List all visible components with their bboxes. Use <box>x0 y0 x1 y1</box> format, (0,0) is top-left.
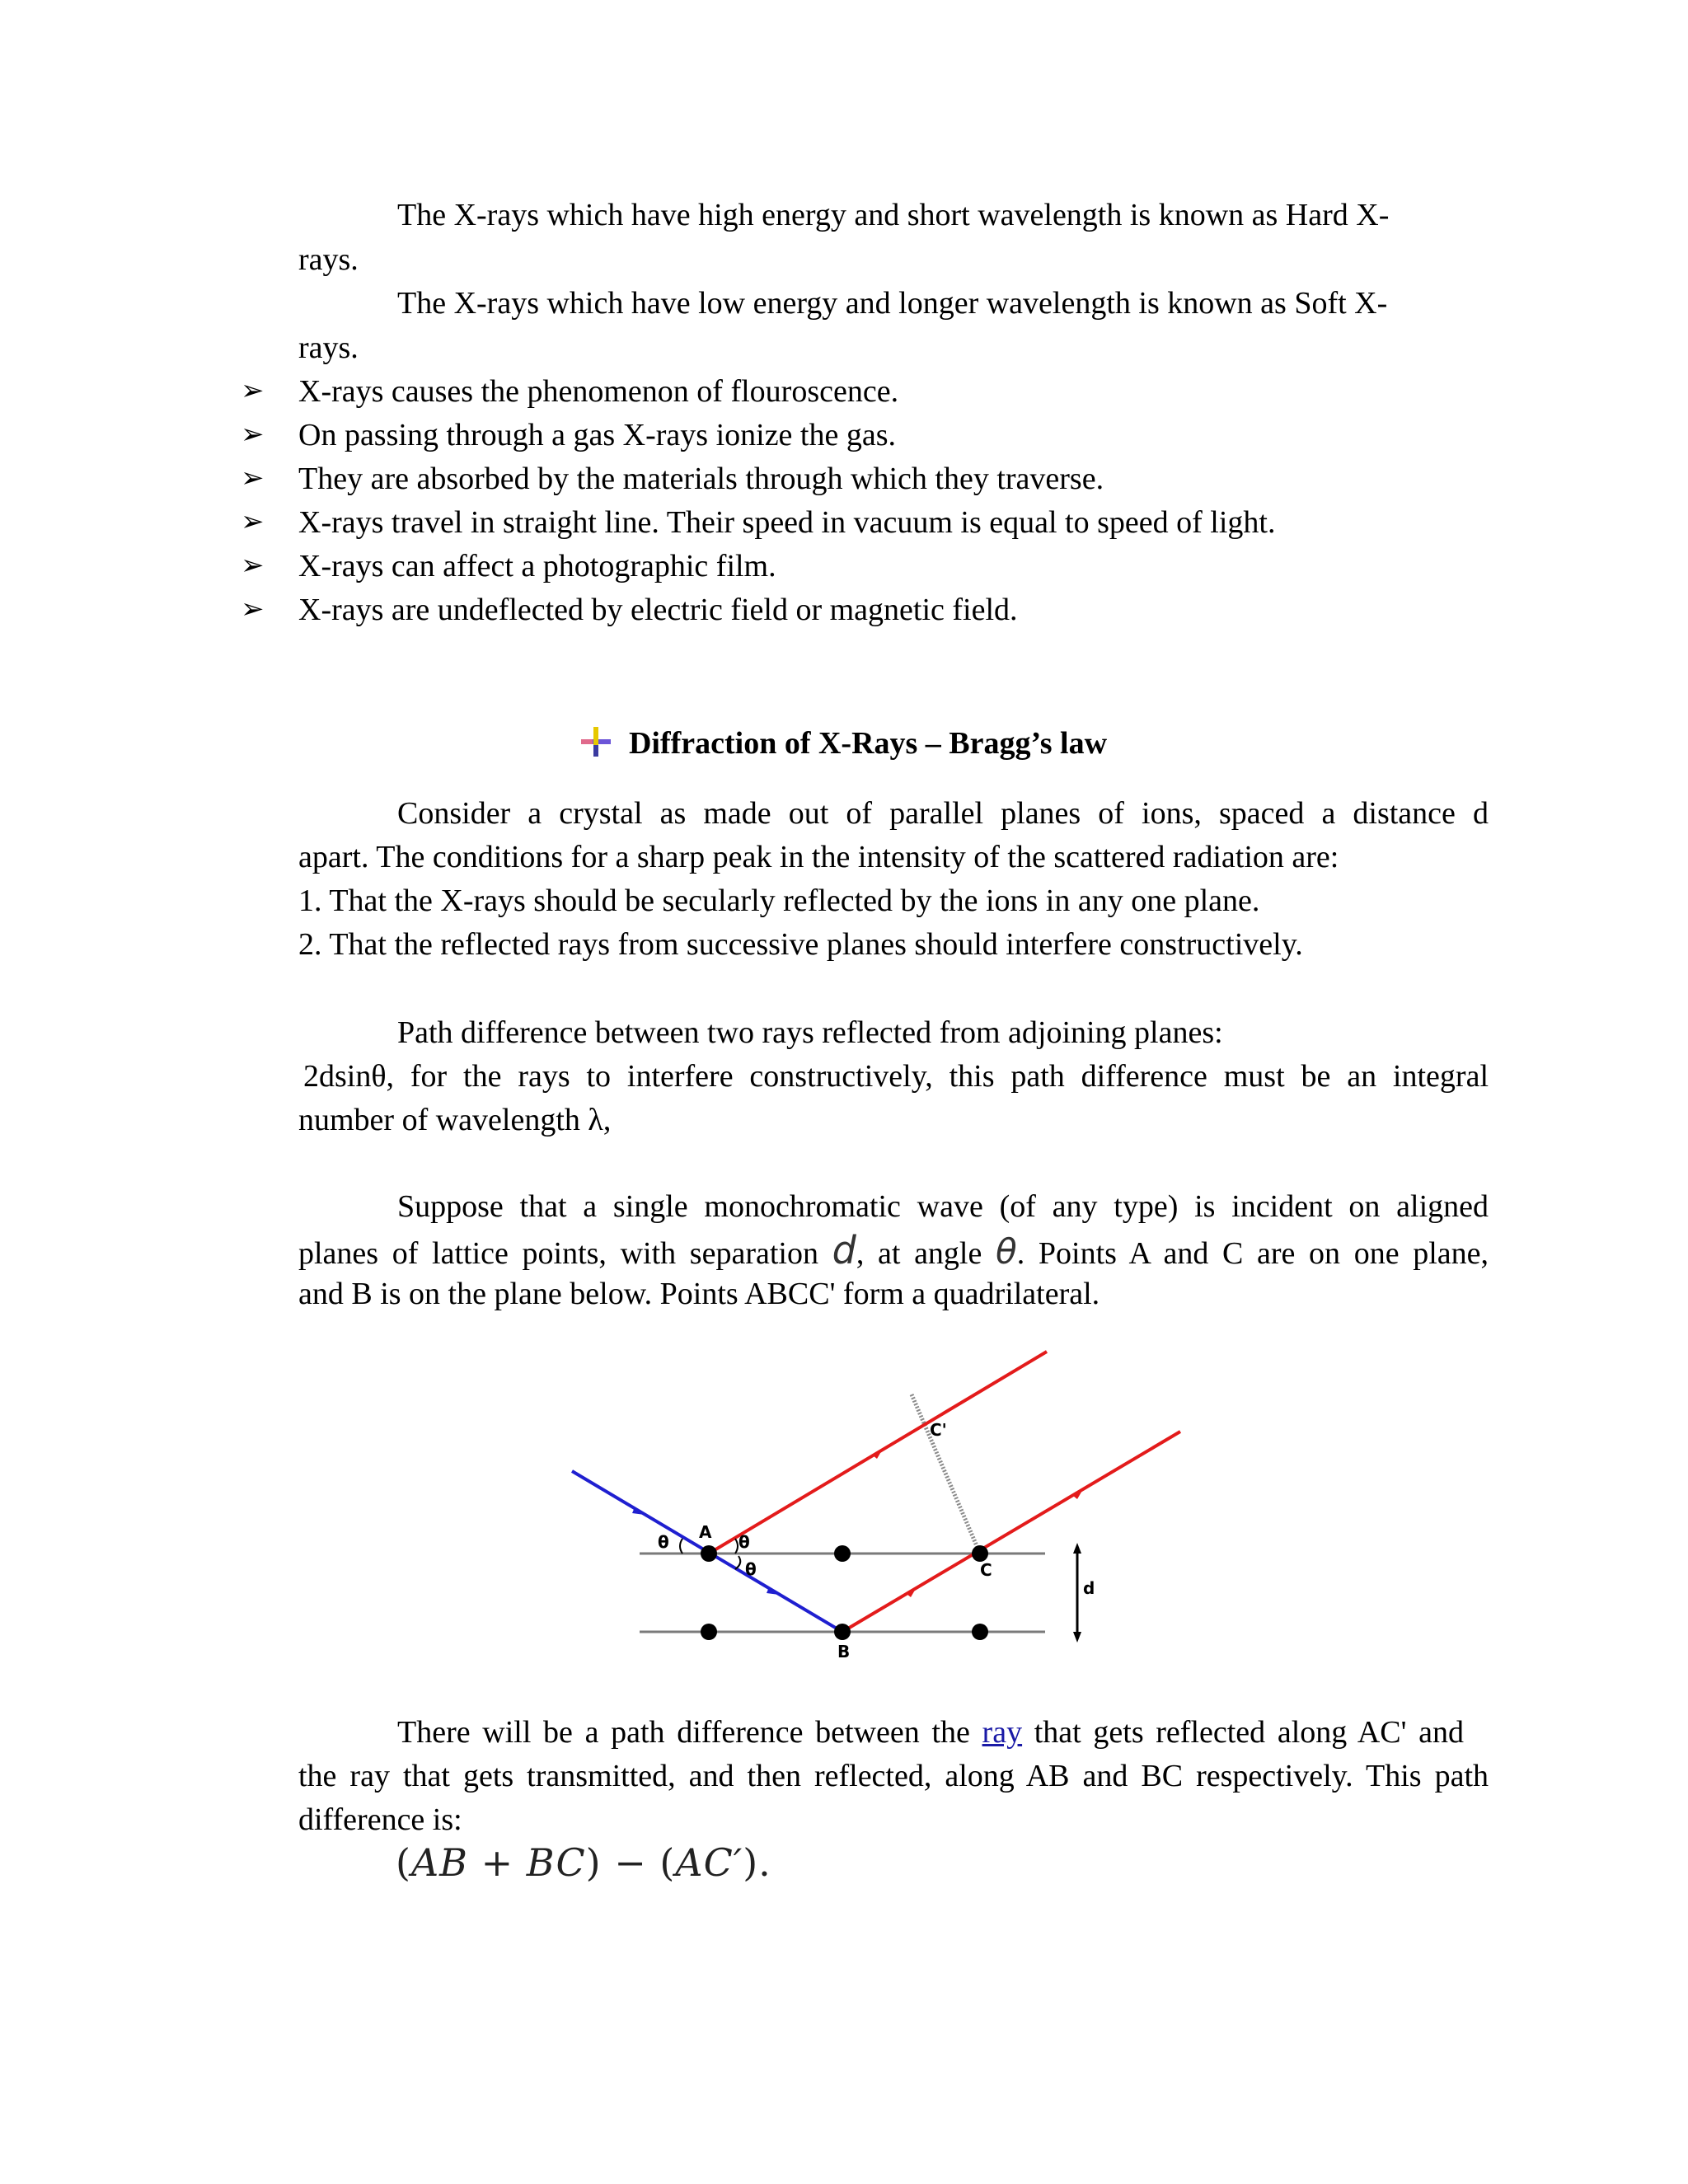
para4-line3: difference is: <box>298 1802 462 1837</box>
lattice-point <box>972 1624 988 1640</box>
para1-item2: 2. That the reflected rays from successive planes should interfere constructively. <box>298 927 1303 962</box>
soft-xray-line-2: rays. <box>298 330 359 365</box>
label-b: B <box>837 1642 851 1661</box>
para3-line2: planes of lattice points, with separation d, at angle θ. Points A and C are on one plane, <box>298 1228 1489 1272</box>
para4-line2: the ray that gets transmitted, and then reflected, along AB and BC respectively. This path <box>298 1759 1489 1793</box>
wavefront-line <box>912 1394 980 1554</box>
para2-line2: 2dsinθ, for the rays to interfere constructively, this path difference must be an integral <box>303 1059 1489 1094</box>
arrow-bullet-icon: ➢ <box>241 551 265 581</box>
para3-line1: Suppose that a single monochromatic wave (of any type) is incident on aligned <box>397 1189 1489 1224</box>
arrow-bullet-icon: ➢ <box>241 507 265 537</box>
para1-line1: Consider a crystal as made out of parallel planes of ions, spaced a distance d <box>397 796 1489 831</box>
label-d: d <box>1083 1578 1095 1598</box>
reflected-ray-bc <box>842 1432 1180 1632</box>
para3-line3: and B is on the plane below. Points ABCC' form a quadrilateral. <box>298 1277 1100 1311</box>
label-c-prime: C' <box>930 1420 947 1440</box>
label-theta-transmitted: θ <box>745 1559 757 1579</box>
angle-arc <box>680 1539 682 1554</box>
symbol-d: d <box>832 1228 856 1272</box>
list-item: X-rays can affect a photographic film. <box>298 549 776 583</box>
para2-line1: Path difference between two rays reflected from adjoining planes: <box>397 1015 1223 1050</box>
lattice-point-c <box>972 1545 988 1562</box>
arrow-up-icon <box>1073 1543 1081 1554</box>
arrow-bullet-icon: ➢ <box>241 419 265 450</box>
heading-text: Diffraction of X-Rays – Bragg’s law <box>628 726 1108 761</box>
angle-arc <box>735 1539 738 1554</box>
hard-xray-line-2: rays. <box>298 242 359 277</box>
label-theta-incident: θ <box>658 1532 669 1552</box>
list-item: X-rays are undeflected by electric field or magnetic field. <box>298 593 1018 627</box>
arrow-down-icon <box>1073 1632 1081 1643</box>
lattice-point <box>834 1545 851 1562</box>
para2-line3: number of wavelength λ, <box>298 1103 612 1137</box>
para1-item1: 1. That the X-rays should be secularly reflected by the ions in any one plane. <box>298 883 1260 918</box>
arrow-bullet-icon: ➢ <box>241 376 265 406</box>
arrow-bullet-icon: ➢ <box>241 463 265 494</box>
arrow-bullet-icon: ➢ <box>241 594 265 625</box>
soft-xray-line-1: The X-rays which have low energy and longer wavelength is known as Soft X- <box>397 286 1388 321</box>
label-a: A <box>699 1522 712 1542</box>
lattice-point-a <box>701 1545 717 1562</box>
ray-link[interactable]: ray <box>982 1715 1023 1750</box>
para4-line1: There will be a path difference between the ray that gets reflected along AC' and <box>397 1715 1464 1750</box>
lattice-point-b <box>834 1624 851 1640</box>
lattice-point <box>701 1624 717 1640</box>
path-difference-formula: (AB + BC) − (AC′). <box>396 1840 771 1885</box>
list-item: X-rays causes the phenomenon of flouroscence. <box>298 374 899 409</box>
para1-line2: apart. The conditions for a sharp peak in the intensity of the scattered radiation are: <box>298 840 1339 874</box>
hard-xray-line-1: The X-rays which have high energy and short wavelength is known as Hard X- <box>397 198 1390 232</box>
symbol-theta: θ <box>996 1231 1017 1272</box>
list-item: X-rays travel in straight line. Their speed in vacuum is equal to speed of light. <box>298 505 1276 540</box>
list-item: They are absorbed by the materials through which they traverse. <box>298 462 1104 496</box>
list-item: On passing through a gas X-rays ionize the gas. <box>298 418 897 452</box>
label-theta-reflected: θ <box>738 1532 750 1552</box>
label-c: C <box>980 1560 992 1580</box>
